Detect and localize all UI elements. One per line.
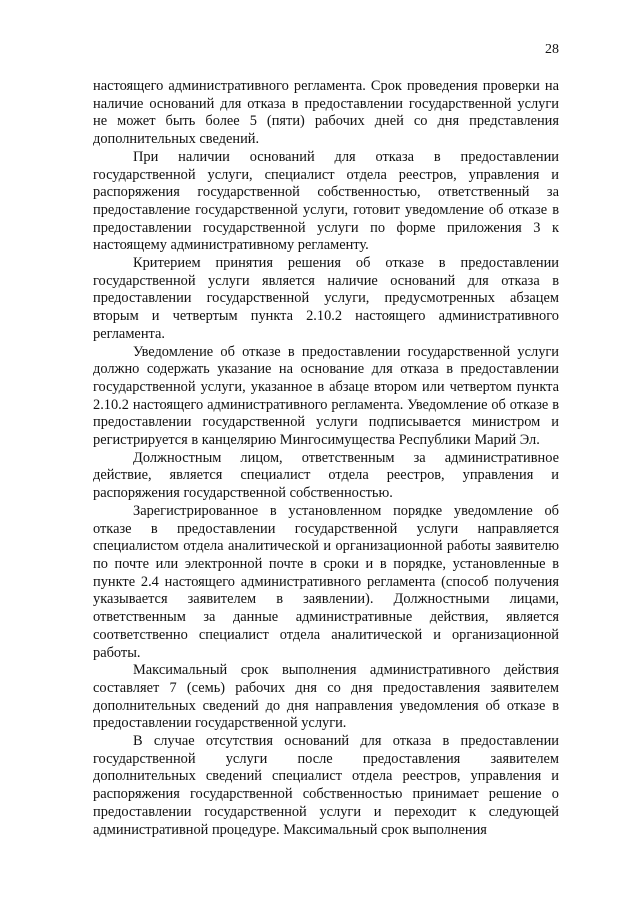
paragraph-6: Зарегистрированное в установленном порядке уведомление об отказе в предоставлении государственной услуги направляется специалистом отдела аналитической и организационной работы заявителю по почте или электронной почте в сроки и в порядке, установленные в пункте 2.4 настоящего административного регламента (способ получения указывается заявителем в заявлении). Должностными лицами, ответственным за данные административные действия, является соответственно специалист отдела аналитической и организационной работы. <box>93 502 559 661</box>
paragraph-1: настоящего административного регламента. Срок проведения проверки на наличие оснований для отказа в предоставлении государственной услуги не может быть более 5 (пяти) рабочих дней со дня представления дополнительных сведений. <box>93 78 559 148</box>
paragraph-4: Уведомление об отказе в предоставлении государственной услуги должно содержать указание на основание для отказа в предоставлении государственной услуги, указанное в абзаце втором или четвертом пункта 2.10.2 настоящего административного регламента. Уведомление об отказе в предоставлении государственной услуги подписывается министром и регистрируется в канцелярию Мингосимущества Республики Марий Эл. <box>93 343 559 449</box>
body-text <box>93 78 559 839</box>
paragraph-8: В случае отсутствия оснований для отказа в предоставлении государственной услуги после предоставления заявителем дополнительных сведений специалист отдела реестров, управления и распоряжения государственной собственностью принимает решение о предоставлении государственной услуги и переходит к следующей административной процедуре. Максимальный срок выполнения <box>93 733 559 838</box>
page-number: 28 <box>545 42 559 57</box>
paragraph-5: Должностным лицом, ответственным за административное действие, является специалист отдела реестров, управления и распоряжения государственной собственностью. <box>93 449 559 502</box>
paragraph-3: Критерием принятия решения об отказе в предоставлении государственной услуги является наличие оснований для отказа в предоставлении государственной услуги, предусмотренных абзацем вторым и четвертым пункта 2.10.2 настоящего административного регламента. <box>93 255 559 342</box>
paragraph-2: При наличии оснований для отказа в предоставлении государственной услуги, специалист отдела реестров, управления и распоряжения государственной собственностью, ответственный за предоставление государственной услуги, готовит уведомление об отказе в предоставлении государственной услуги по форме приложения 3 к настоящему административному регламенту. <box>93 148 559 254</box>
paragraph-7: Максимальный срок выполнения административного действия составляет 7 (семь) рабочих дня со дня предоставления заявителем дополнительных сведений до дня направления уведомления об отказе в предоставлении государственной услуги. <box>93 662 559 732</box>
